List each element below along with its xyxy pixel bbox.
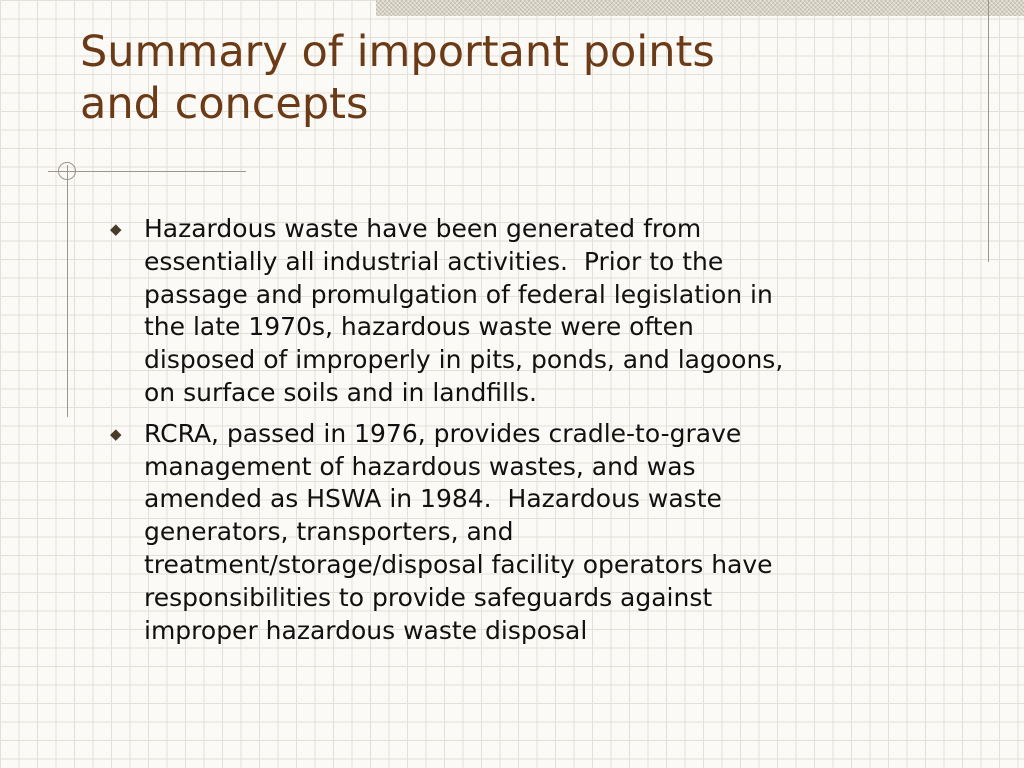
bullet-2-line-3: amended as HSWA in 1984. Hazardous waste [144, 484, 722, 514]
bullet-2-line-5: treatment/storage/disposal facility operators have [144, 549, 773, 579]
bullet-item-rcra-summary [108, 418, 958, 648]
bullet-2-line-6: responsibilities to provide safeguards against [144, 582, 713, 612]
slide-title-line-2: and concepts [80, 79, 369, 129]
slide-title-line-1: Summary of important points [80, 27, 715, 77]
decorative-vertical-line-right [988, 0, 989, 262]
diamond-bullet-icon: ◆ [110, 424, 122, 443]
bullet-1-line-6: on surface soils and in landfills. [144, 377, 537, 407]
bullet-2-line-1: RCRA, passed in 1976, provides cradle-to-grave [144, 418, 742, 448]
diamond-bullet-icon: ◆ [110, 220, 122, 238]
decorative-circle-icon [58, 162, 76, 180]
slide-title [80, 26, 940, 130]
bullet-2-line-2: management of hazardous wastes, and was [144, 451, 696, 481]
bullet-1-line-5: disposed of improperly in pits, ponds, and lagoons, [144, 345, 784, 375]
bullet-2-line-4: generators, transporters, and [144, 517, 514, 547]
bullet-1-line-4: the late 1970s, hazardous waste were often [144, 312, 694, 342]
decorative-texture-band [376, 0, 1024, 16]
bullet-item-hazardous-waste-history [108, 213, 958, 410]
bullet-2-line-7: improper hazardous waste disposal [144, 615, 588, 645]
bullet-1-line-2: essentially all industrial activities. Prior to the [144, 246, 724, 276]
decorative-horizontal-line [48, 171, 246, 172]
bullet-list [108, 213, 958, 655]
bullet-1-line-3: passage and promulgation of federal legislation in [144, 279, 773, 309]
decorative-vertical-line-left [67, 165, 68, 417]
bullet-1-line-1: Hazardous waste have been generated from [144, 214, 702, 243]
